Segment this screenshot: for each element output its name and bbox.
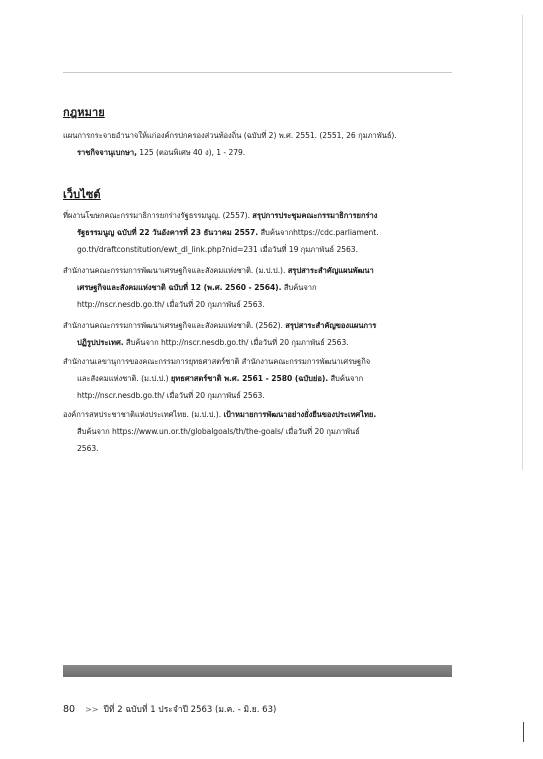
ref-url: http://nscr.nesdb.go.th/ เมื่อวันที่ 20 กุมภาพันธ์ 2563. [77, 300, 265, 309]
page-edge-line [522, 15, 523, 470]
ref-text: สืบค้นจาก [281, 283, 317, 292]
footer-band [63, 665, 452, 677]
ref-line [63, 317, 455, 334]
ref-line [63, 406, 455, 423]
ref-title: รัฐธรรมนูญ ฉบับที่ 22 วันอังคารที่ 23 ธันวาคม 2557. [77, 228, 259, 237]
ref-text: องค์การสหประชาชาติแห่งประเทศไทย. (ม.ป.ป.). [63, 410, 224, 419]
ref-line: สืบค้นจาก https://www.un.or.th/globalgoals/th/the-goals/ เมื่อวันที่ 20 กุมภาพันธ์ [77, 427, 360, 436]
issue-info: ปีที่ 2 ฉบับที่ 1 ประจำปี 2563 (ม.ค. - มิ.ย. 63) [103, 705, 277, 715]
ref-text: สำนักงานคณะกรรมการพัฒนาเศรษฐกิจและสังคมแห่งชาติ. (2562). [63, 321, 286, 330]
ref-line [63, 370, 455, 387]
ref-line: สำนักงานเลขานุการของคณะกรรมการยุทธศาสตร์ชาติ สำนักงานคณะกรรมการพัฒนาเศรษฐกิจ [63, 357, 371, 366]
ref-title: เศรษฐกิจและสังคมแห่งชาติ ฉบับที่ 12 (พ.ศ. 2560 - 2564). [77, 283, 282, 292]
web-reference-3 [63, 317, 455, 351]
ref-line [63, 279, 455, 296]
ref-text: ที่ผงานโฆษกคณะกรรมาธิการยกร่างรัฐธรรมนูญ. (2557). [63, 211, 253, 220]
ref-title: ยุทธศาสตร์ชาติ พ.ศ. 2561 - 2580 (ฉบับย่อ). [170, 374, 329, 383]
ref-line [63, 224, 455, 241]
ref-title: ปฏิรูปประเทศ. [77, 338, 124, 347]
double-chevron-icon: >> [85, 705, 99, 714]
section-heading-law: กฎหมาย [63, 106, 105, 119]
section-heading-web: เว็บไซต์ [63, 188, 101, 201]
ref-title: สรุปการประชุมคณะกรรมาธิการยกร่าง [252, 211, 378, 220]
web-reference-5 [63, 406, 455, 457]
page-footer [63, 702, 276, 716]
page-number: 80 [63, 704, 76, 715]
ref-text: สืบค้นจาก [328, 374, 364, 383]
ref-text: สำนักงานคณะกรรมการพัฒนาเศรษฐกิจและสังคมแห่งชาติ. (ม.ป.ป.). [63, 266, 288, 275]
web-reference-2 [63, 262, 455, 313]
page-edge-mark [523, 722, 524, 742]
web-reference-1 [63, 207, 455, 258]
law-reference-1 [63, 127, 455, 161]
ref-title: เป้าหมายการพัฒนาอย่างยั่งยืนของประเทศไทย. [223, 410, 377, 419]
ref-line: 2563. [77, 444, 99, 453]
ref-url: http://nscr.nesdb.go.th/ เมื่อวันที่ 20 กุมภาพันธ์ 2563. [77, 391, 265, 400]
ref-text: สืบค้นจากhttps://cdc.parliament. [258, 228, 379, 237]
ref-line [63, 207, 455, 224]
ref-title: สรุปสาระสำคัญแผนพัฒนา [287, 266, 374, 275]
web-reference-4 [63, 353, 455, 404]
ref-title: สรุปสาระสำคัญของแผนการ [285, 321, 377, 330]
ref-line: แผนการกระจายอำนาจให้แก่องค์กรปกครองส่วนท้องถิ่น (ฉบับที่ 2) พ.ศ. 2551. (2551, 26 กุมภาพันธ์). [63, 131, 397, 140]
ref-text: และสังคมแห่งชาติ. (ม.ป.ป.) [77, 374, 171, 383]
top-divider [63, 72, 452, 73]
ref-line [63, 334, 455, 351]
ref-text: 125 (ตอนพิเศษ 40 ง), 1 - 279. [136, 148, 246, 157]
ref-text: สืบค้นจาก http://nscr.nesdb.go.th/ เมื่อวันที่ 20 กุมภาพันธ์ 2563. [123, 338, 349, 347]
ref-url: go.th/draftconstitution/ewt_dl_link.php?nid=231 เมื่อวันที่ 19 กุมภาพันธ์ 2563. [77, 245, 358, 254]
ref-title: ราชกิจจานุเบกษา, [77, 148, 137, 157]
ref-line [63, 262, 455, 279]
ref-line [63, 144, 455, 161]
